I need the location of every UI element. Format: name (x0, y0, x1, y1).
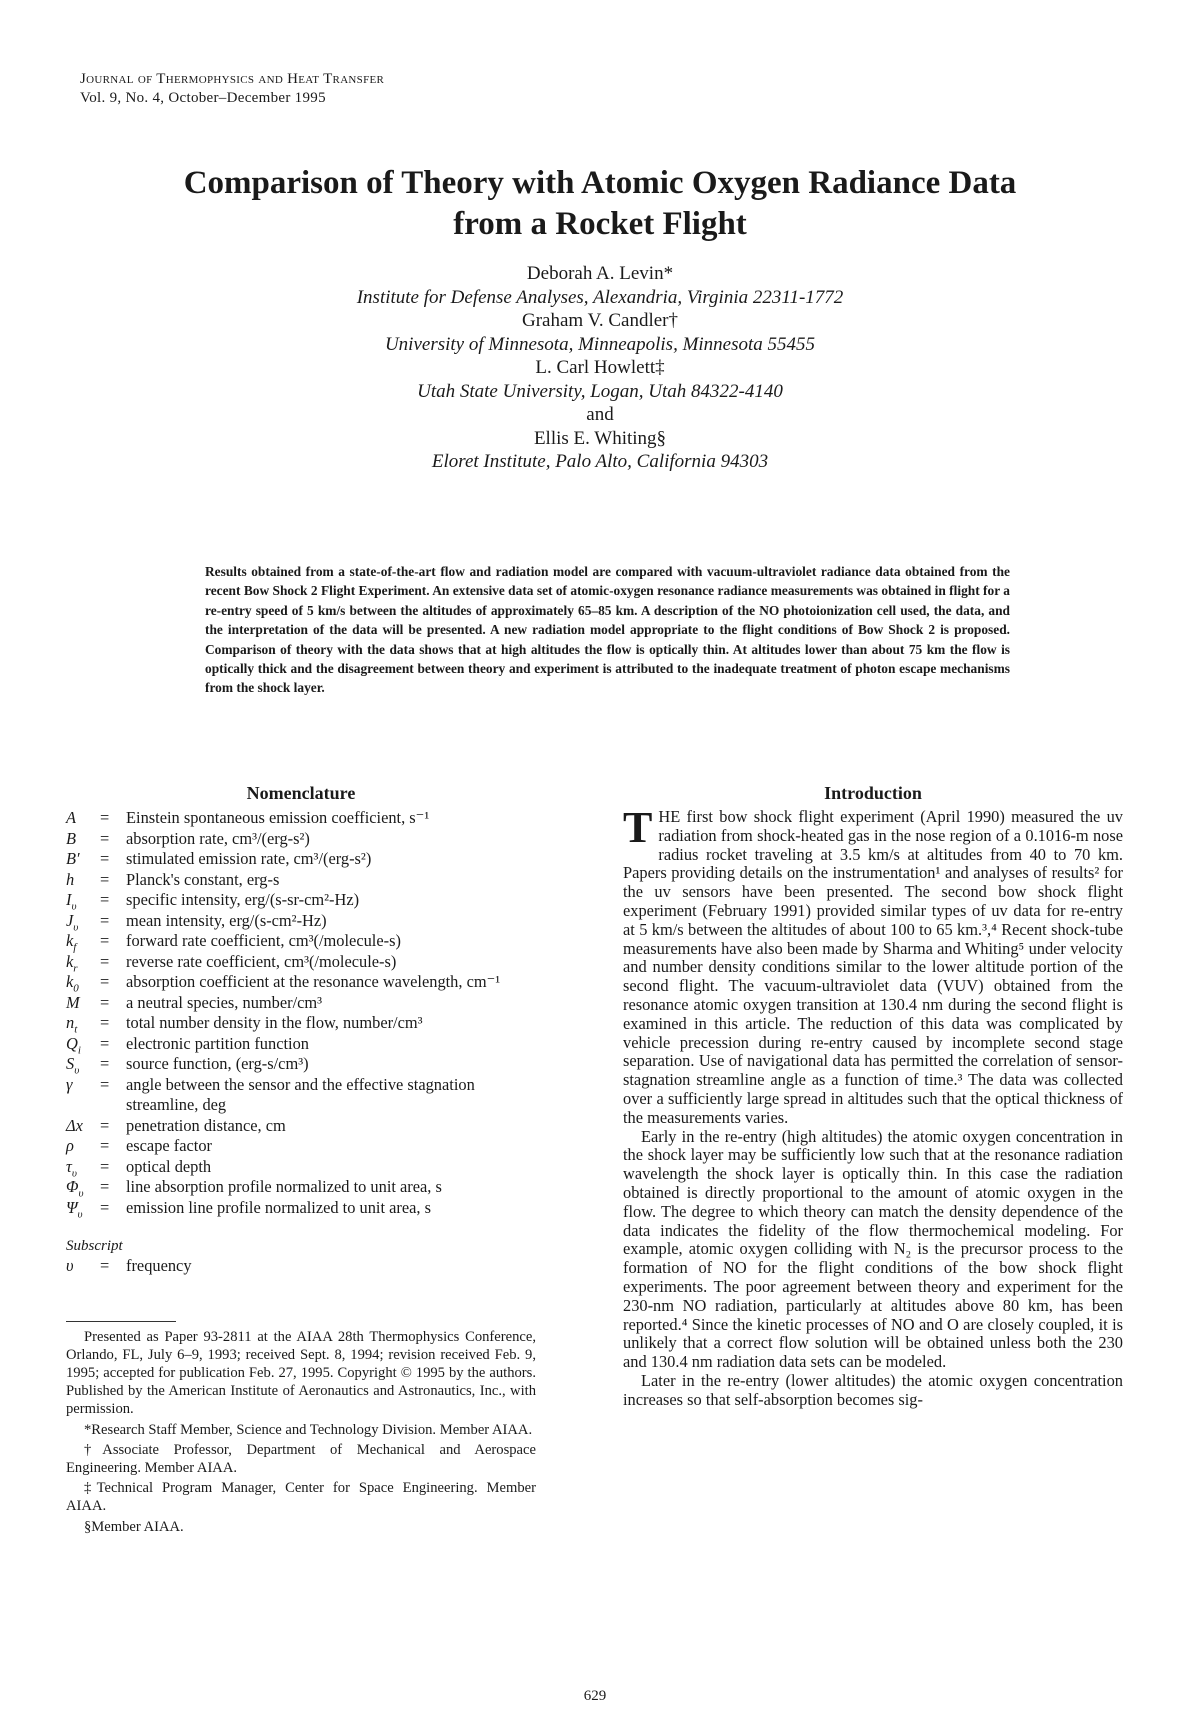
nomenclature-item (66, 931, 536, 952)
page-number: 629 (583, 1688, 607, 1704)
equals-sign: = (100, 1197, 110, 1217)
nomenclature-definition: source function, (erg-s/cm³) (126, 1054, 309, 1073)
symbol-base: J (66, 910, 74, 930)
nomenclature-definition: total number density in the flow, number/cm³ (126, 1013, 423, 1032)
symbol-subscript: i (77, 1043, 81, 1056)
author-name: Graham V. Candler† (521, 310, 679, 331)
symbol-subscript: t (74, 1023, 78, 1036)
nomenclature-symbol (66, 931, 100, 952)
nomenclature-item (66, 870, 536, 891)
symbol-base: A (66, 808, 77, 827)
nomenclature-item (66, 972, 536, 993)
nomenclature-symbol (66, 952, 100, 973)
symbol-subscript: r (73, 961, 78, 974)
nomenclature-symbol (66, 1075, 100, 1116)
author-affiliation: Eloret Institute, Palo Alto, California 94303 (431, 451, 769, 472)
symbol-subscript: 0 (73, 982, 79, 995)
equals-sign: = (100, 1013, 110, 1032)
equals-sign: = (100, 869, 110, 889)
nomenclature-symbol (66, 1198, 100, 1219)
equals-sign: = (100, 951, 110, 971)
nomenclature-item (66, 808, 536, 829)
symbol-base: k (66, 951, 74, 971)
nomenclature-symbol (66, 1157, 100, 1178)
journal-name: Journal of Thermophysics and Heat Transfer (80, 71, 385, 87)
paragraph: Later in the re-entry (lower altitudes) the atomic oxygen concentration increases so that self-absorption becomes sig- (623, 1370, 1123, 1409)
nomenclature-symbol (66, 849, 100, 870)
symbol-base: n (66, 1013, 75, 1032)
nomenclature-definition: emission line profile normalized to unit area, s (126, 1197, 431, 1217)
footnote: *Research Staff Member, Science and Technology Division. Member AIAA. (84, 1421, 533, 1438)
nomenclature-symbol (66, 890, 100, 911)
symbol-base: Ψ (66, 1197, 78, 1217)
symbol-base: I (66, 890, 72, 909)
equals-sign: = (100, 890, 110, 909)
equals-sign: = (100, 1136, 110, 1155)
author-name: L. Carl Howlett‡ (535, 357, 665, 378)
equals-sign: = (100, 910, 110, 930)
symbol-subscript: f (73, 941, 77, 954)
nomenclature-item (66, 1198, 536, 1219)
equals-sign: = (100, 972, 110, 991)
symbol-subscript: υ (71, 900, 77, 913)
nomenclature-item (66, 890, 536, 911)
nomenclature-symbol (66, 1177, 100, 1198)
nomenclature-symbol (66, 1136, 100, 1157)
author-name: Ellis E. Whiting§ (533, 427, 667, 449)
introduction-heading: Introduction (824, 783, 922, 803)
nomenclature-item (66, 1013, 536, 1034)
symbol-subscript: υ (78, 1187, 84, 1200)
nomenclature-symbol (66, 1054, 100, 1075)
nomenclature-item (66, 1034, 536, 1055)
footnote: ‡Technical Program Manager, Center for Space Engineering. Member AIAA. (66, 1480, 536, 1515)
nomenclature-symbol (66, 829, 100, 850)
equals-sign: = (100, 1074, 110, 1094)
nomenclature-definition: optical depth (126, 1156, 212, 1176)
nomenclature-definition: escape factor (126, 1136, 212, 1155)
nomenclature-definition: Einstein spontaneous emission coefficient, s⁻¹ (126, 808, 430, 827)
author-affiliation: Institute for Defense Analyses, Alexandria, Virginia 22311-1772 (356, 286, 844, 308)
equals-sign: = (100, 849, 110, 868)
nomenclature-symbol (66, 1034, 100, 1055)
symbol-base: k (66, 931, 74, 950)
nomenclature-definition: angle between the sensor and the effective stagnation streamline, deg (126, 1074, 475, 1114)
nomenclature-definition: electronic partition function (126, 1033, 309, 1053)
equals-sign: = (100, 1054, 110, 1073)
footnote: §Member AIAA. (84, 1518, 184, 1535)
symbol-base: B (66, 828, 77, 848)
nomenclature-symbol (66, 870, 100, 891)
nomenclature-definition: absorption coefficient at the resonance wavelength, cm⁻¹ (126, 972, 501, 991)
nomenclature-item (66, 829, 536, 850)
symbol-subscript: υ (71, 1166, 77, 1179)
nomenclature-definition: a neutral species, number/cm³ (126, 992, 323, 1012)
equals-sign: = (100, 1115, 110, 1135)
author-name: Deborah A. Levin* (526, 263, 674, 284)
author-and: and (586, 404, 614, 425)
symbol-base: B′ (66, 849, 80, 868)
author-block (0, 262, 1200, 474)
right-column (623, 782, 1123, 1410)
equals-sign: = (100, 808, 110, 827)
paragraph: Early in the re-entry (high altitudes) the atomic oxygen concentration in the shock layer may be sufficiently low such that at the resonance radiation wavelength the shock layer is optically thin. In this case the radiation obtained is directly proportional to the amount of atomic oxygen in the flow. The degree to which theory can match the density dependence of the data indicates the fidelity of the flow thermochemical modeling. For example, atomic oxygen colliding with N₂ is the precursor process to the formation of NO for the flight conditions of the bow shock flight experiments. The poor agreement between theory and experiment for the 230-nm NO radiation, particularly at altitudes above 80 km, has been reported.⁴ Since the kinetic processes of NO and O are closely coupled, it is unlikely that a correct flow solution will be obtained unless both the 230 and 130.4 nm radiation data sets can be modeled. (623, 1126, 1123, 1372)
symbol-base: M (66, 992, 80, 1012)
symbol-base: S (66, 1054, 75, 1073)
symbol-subscript: υ (73, 920, 79, 933)
nomenclature-item (66, 849, 536, 870)
nomenclature-item (66, 1116, 536, 1137)
nomenclature-symbol (66, 808, 100, 829)
symbol-base: h (66, 869, 75, 889)
nomenclature-item (66, 1054, 536, 1075)
nomenclature-item (66, 911, 536, 932)
symbol-base: τ (66, 1156, 72, 1176)
symbol-base: Δx (66, 1115, 83, 1135)
journal-issue: Vol. 9, No. 4, October–December 1995 (80, 90, 326, 106)
symbol-subscript: υ (74, 1064, 80, 1077)
title-line-2: from a Rocket Flight (453, 206, 747, 242)
subscript-heading: Subscript (66, 1238, 123, 1254)
symbol-base: k (66, 972, 74, 991)
paragraph-text: HE first bow shock flight experiment (April 1990) measured the uv radiation from shock-heated gas in the nose region of a 0.1016-m nose radius rocket traveling at 3.5 km/s at altitudes from 40 to 70 km. Papers providing details on the instrumentation¹ and analyses of results² for the uv sensors have been presented. The second bow shock flight experiment (February 1991) provided similar types of uv data for re-entry at 5 km/s between the altitudes of about 100 to 65 km.³,⁴ Recent shock-tube measurements have also been made by Sharma and Whiting⁵ under velocity and number density conditions similar to the lower altitude portion of the second flight. The vacuum-ultraviolet data (VUV) obtained from the resonance atomic oxygen transition at 130.4 nm during the second flight is examined in this article. The reduction of this data was complicated by vehicle precession during re-entry caused by incomplete second stage separation. Use of navigational data has permitted the correlation of sensor-stagnation streamline angle as a function of time.³ The data was collected over a sufficiently large spread in altitudes such that the optical thickness of the measurements varies. (623, 807, 1123, 1127)
nomenclature-symbol (66, 1116, 100, 1137)
symbol-base: Q (66, 1033, 78, 1053)
nomenclature-symbol (66, 1013, 100, 1034)
footnotes (66, 1321, 536, 1536)
nomenclature-definition: specific intensity, erg/(s-sr-cm²-Hz) (126, 890, 360, 909)
nomenclature-definition: stimulated emission rate, cm³/(erg-s²) (126, 849, 372, 868)
nomenclature-symbol (66, 993, 100, 1014)
nomenclature-definition: Planck's constant, erg-s (126, 869, 280, 889)
footnote: Presented as Paper 93-2811 at the AIAA 28th Thermophysics Conference, Orlando, FL, July 6–9, 1993; received Sept. 8, 1994; revision received Feb. 9, 1995; accepted for publication Feb. 27, 1995. Copyright © 1995 by the authors. Published by the American Institute of Aeronautics and Astronautics, Inc., with permission. (66, 1328, 536, 1418)
nomenclature-item (66, 1157, 536, 1178)
author-affiliation: University of Minnesota, Minneapolis, Minnesota 55455 (384, 333, 816, 355)
nomenclature-definition: line absorption profile normalized to unit area, s (126, 1177, 442, 1196)
symbol-base: γ (66, 1074, 73, 1094)
paper-title (0, 163, 1200, 245)
equals-sign: = (100, 828, 110, 848)
equals-sign: = (100, 1256, 110, 1275)
nomenclature-definition: penetration distance, cm (126, 1115, 286, 1135)
nomenclature-item (66, 993, 536, 1014)
nomenclature-list (66, 808, 536, 1218)
drop-cap: T (623, 803, 653, 852)
nomenclature-symbol (66, 911, 100, 932)
equals-sign: = (100, 992, 110, 1012)
journal-header (80, 70, 384, 108)
nomenclature-item (66, 1075, 536, 1116)
equals-sign: = (100, 931, 110, 950)
paragraph (623, 803, 1123, 1128)
nomenclature-definition: frequency (126, 1256, 192, 1275)
symbol-subscript: υ (77, 1207, 83, 1220)
footnote-rule (66, 1321, 176, 1322)
nomenclature-item (66, 952, 536, 973)
nomenclature-symbol (66, 972, 100, 993)
nomenclature-definition: mean intensity, erg/(s-cm²-Hz) (126, 910, 327, 930)
author-affiliation: Utah State University, Logan, Utah 84322-4140 (417, 380, 783, 402)
title-line-1: Comparison of Theory with Atomic Oxygen Radiance Data (183, 165, 1017, 201)
nomenclature-definition: absorption rate, cm³/(erg-s²) (126, 828, 310, 848)
nomenclature-item (66, 1136, 536, 1157)
symbol-base: Φ (66, 1177, 79, 1196)
nomenclature-definition: forward rate coefficient, cm³(/molecule-s) (126, 931, 401, 950)
nomenclature-symbol: υ (66, 1256, 74, 1275)
equals-sign: = (100, 1177, 110, 1196)
footnote: †Associate Professor, Department of Mechanical and Aerospace Engineering. Member AIAA. (66, 1441, 536, 1476)
equals-sign: = (100, 1033, 110, 1053)
nomenclature-item (66, 1177, 536, 1198)
left-column (66, 782, 536, 1538)
nomenclature-heading: Nomenclature (246, 783, 356, 803)
abstract: Results obtained from a state-of-the-art flow and radiation model are compared with vacuum-ultraviolet radiance data obtained from the recent Bow Shock 2 Flight Experiment. An extensive data set of atomic-oxygen resonance radiance measurements was obtained in flight for a re-entry speed of 5 km/s between the altitudes of approximately 65–85 km. A description of the NO photoionization cell used, the data, and the interpretation of the data will be presented. A new radiation model appropriate to the flight conditions of Bow Shock 2 is proposed. Comparison of theory with the data shows that at high altitudes the flow is optically thin. At altitudes lower than about 75 km the flow is optically thick and the disagreement between theory and experiment is attributed to the inadequate treatment of photon escape mechanisms from the shock layer. (205, 564, 1010, 696)
equals-sign: = (100, 1156, 110, 1176)
symbol-base: ρ (66, 1136, 74, 1155)
nomenclature-definition: reverse rate coefficient, cm³(/molecule-s) (126, 951, 397, 971)
nomenclature-item (66, 1256, 536, 1277)
